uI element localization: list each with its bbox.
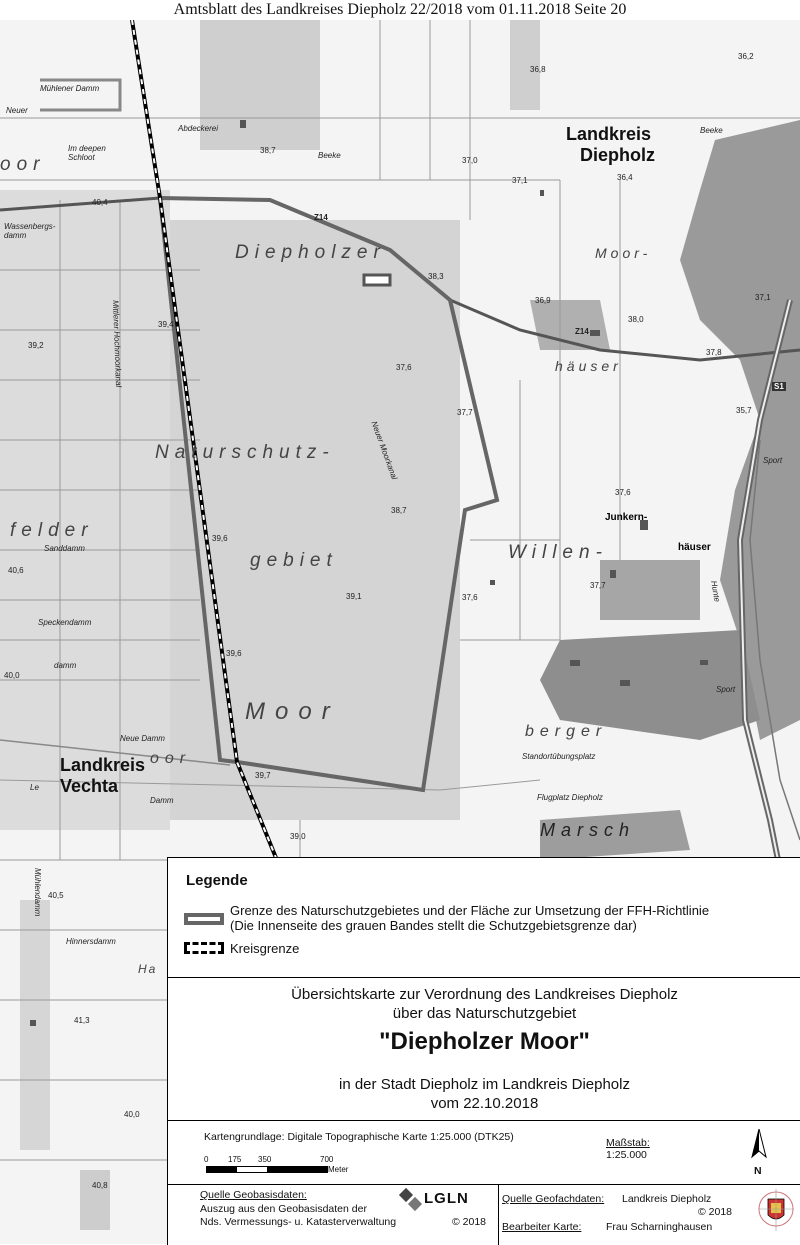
label-wassenbergs: Wassenbergs- damm [4, 222, 56, 240]
label-junkern-2: häuser [678, 542, 711, 553]
height-label: 37,8 [706, 348, 722, 357]
label-moor-left: oor [0, 154, 46, 175]
bearbeiter-value: Frau Scharninghausen [606, 1221, 713, 1233]
lgln-logo-icon [398, 1187, 424, 1213]
label-standortuebungsplatz: Standortübungsplatz [522, 752, 596, 761]
label-sport: Sport [763, 456, 783, 465]
title-block [168, 978, 800, 1121]
height-label: 39,7 [255, 771, 271, 780]
height-label: 36,9 [535, 296, 551, 305]
sources-block [168, 1185, 800, 1245]
height-label: 37,6 [396, 363, 412, 372]
page-header: Amtsblatt des Landkreises Diepholz 22/2018 vom 01.11.2018 Seite 20 [173, 1, 627, 18]
height-label: 40,6 [8, 566, 24, 575]
massstab-label: Maßstab: [606, 1137, 650, 1149]
geobasis-box [168, 1185, 499, 1245]
legend-symbol-district-boundary [184, 942, 224, 954]
legend [168, 858, 800, 978]
geofach-value: Landkreis Diepholz [622, 1193, 712, 1205]
urban-area [600, 560, 700, 620]
height-label: 40,5 [48, 891, 64, 900]
label-hinnersdamm: Hinnersdamm [66, 937, 116, 946]
label-road-z14b: Z14 [575, 327, 589, 336]
height-label: 37,6 [615, 488, 631, 497]
label-moorhaeuser-2: häuser [555, 358, 622, 374]
scale-tick-175: 175 [228, 1155, 242, 1164]
label-abdeckerei: Abdeckerei [178, 124, 219, 133]
height-label: 40,4 [92, 198, 108, 207]
height-label: 36,2 [738, 52, 754, 61]
height-label: 36,8 [530, 65, 546, 74]
label-muehlener-damm: Mühlener Damm [40, 84, 100, 93]
label-kreis-vechta: Landkreis Vechta [60, 755, 146, 796]
height-label: 40,8 [92, 1181, 108, 1190]
geofach-year: © 2018 [698, 1206, 733, 1218]
height-label: 37,6 [462, 593, 478, 602]
geofach-title: Quelle Geofachdaten: [502, 1193, 605, 1205]
label-road-z14: Z14 [314, 213, 328, 222]
bearbeiter-title: Bearbeiter Karte: [502, 1221, 582, 1233]
massstab-value: 1:25.000 [606, 1149, 647, 1161]
scale-unit: Meter [328, 1165, 349, 1174]
info-panel [167, 857, 800, 1245]
height-label: 37,1 [512, 176, 528, 185]
label-diepholzer: Diepholzer [235, 242, 386, 263]
label-willen: Willen- [508, 542, 608, 563]
label-neuer-moorkanal: Neuer Moorkanal [369, 420, 399, 481]
height-label: 36,4 [617, 173, 633, 182]
height-label: 38,7 [260, 146, 276, 155]
geobasis-line-2: Nds. Vermessungs- u. Katasterverwaltung [200, 1216, 397, 1228]
height-label: 39,6 [212, 534, 228, 543]
north-arrow-icon [746, 1129, 772, 1165]
height-label: 41,3 [74, 1016, 90, 1025]
label-moor: Moor [245, 698, 340, 725]
label-mittlerer-hochmoorkanal: Mittlerer Hochmoorkanal [111, 300, 124, 388]
label-le: Le [30, 783, 39, 792]
label-road-s1: S1 [774, 382, 784, 391]
nsg-inner-parcel [364, 275, 390, 285]
geobasis-line-1: Auszug aus den Geobasisdaten der [200, 1203, 367, 1215]
label-speckendamm: Speckendamm [38, 618, 92, 627]
label-sanddamm: Sanddamm [44, 544, 85, 553]
label-berger: berger [525, 723, 608, 740]
legend-text-nsg: Grenze des Naturschutzgebietes und der Fläche zur Umsetzung der FFH-Richtlinie (Die Innenseite des grauen Bandes stellt die Schutzgebietsgrenze dar) [230, 903, 710, 933]
legend-symbol-nsg-boundary [184, 913, 224, 925]
height-label: 38,7 [391, 506, 407, 515]
label-felder: felder [10, 520, 94, 541]
height-label: 39,2 [28, 341, 44, 350]
title-line-3: in der Stadt Diepholz im Landkreis Diepholz [339, 1076, 630, 1093]
height-label: 38,3 [428, 272, 444, 281]
title-line-4: vom 22.10.2018 [430, 1095, 539, 1112]
label-junkern: Junkern- [605, 512, 648, 523]
label-marsch: Marsch [540, 820, 636, 840]
height-label: 39,6 [226, 649, 242, 658]
label-beeke-2: Beeke [700, 126, 723, 135]
label-moorhaeuser-1: Moor- [595, 245, 652, 261]
title-main: "Diepholzer Moor" [379, 1028, 590, 1055]
field-area [170, 220, 460, 820]
scale-block [168, 1121, 800, 1185]
height-label: 39,1 [346, 592, 362, 601]
geobasis-title: Quelle Geobasisdaten: [200, 1189, 307, 1201]
height-label: 37,7 [457, 408, 473, 417]
label-flugplatz: Flugplatz Diepholz [537, 793, 603, 802]
legend-title: Legende [186, 872, 248, 889]
height-label: 40,0 [124, 1110, 140, 1119]
label-neue-damm: Neue Damm [120, 734, 165, 743]
label-damm-lower: Damm [150, 796, 174, 805]
label-ha: Ha [138, 962, 158, 976]
height-label: 37,0 [462, 156, 478, 165]
north-label: N [754, 1165, 762, 1177]
label-beeke: Beeke [318, 151, 341, 160]
height-label: 35,7 [736, 406, 752, 415]
scale-tick-0: 0 [204, 1155, 209, 1164]
scale-tick-350: 350 [258, 1155, 272, 1164]
label-neuer: Neuer [6, 106, 28, 115]
label-sport-2: Sport [716, 685, 736, 694]
label-naturschutz: Naturschutz- [155, 442, 335, 463]
label-muehlendamm: Mühlendamm [33, 868, 42, 917]
label-kreis-diepholz: Landkreis Diepholz [566, 124, 655, 165]
label-moor-lower: oor [150, 750, 192, 767]
height-label: 39,0 [290, 832, 306, 841]
legend-text-district: Kreisgrenze [230, 941, 300, 956]
title-line-2: über das Naturschutzgebiet [392, 1005, 577, 1022]
kartengrundlage: Kartengrundlage: Digitale Topographische Karte 1:25.000 (DTK25) [204, 1131, 514, 1143]
scale-bar [206, 1166, 328, 1173]
height-label: 40,0 [4, 671, 20, 680]
label-damm: damm [54, 661, 77, 670]
label-gebiet: gebiet [250, 550, 338, 571]
lgln-wordmark: LGLN [424, 1190, 469, 1207]
field-area [80, 1170, 110, 1230]
label-hunte: Hunte [709, 580, 722, 603]
lgln-year: © 2018 [452, 1216, 487, 1228]
height-label: 38,0 [628, 315, 644, 324]
height-label: 39,4 [158, 320, 174, 329]
height-label: 37,1 [755, 293, 771, 302]
height-label: 37,7 [590, 581, 606, 590]
title-line-1: Übersichtskarte zur Verordnung des Landkreises Diepholz [291, 986, 678, 1003]
district-coat-of-arms-icon [756, 1187, 796, 1237]
label-im-deepen: Im deepen Schloot [68, 144, 106, 162]
scale-tick-700: 700 [320, 1155, 334, 1164]
